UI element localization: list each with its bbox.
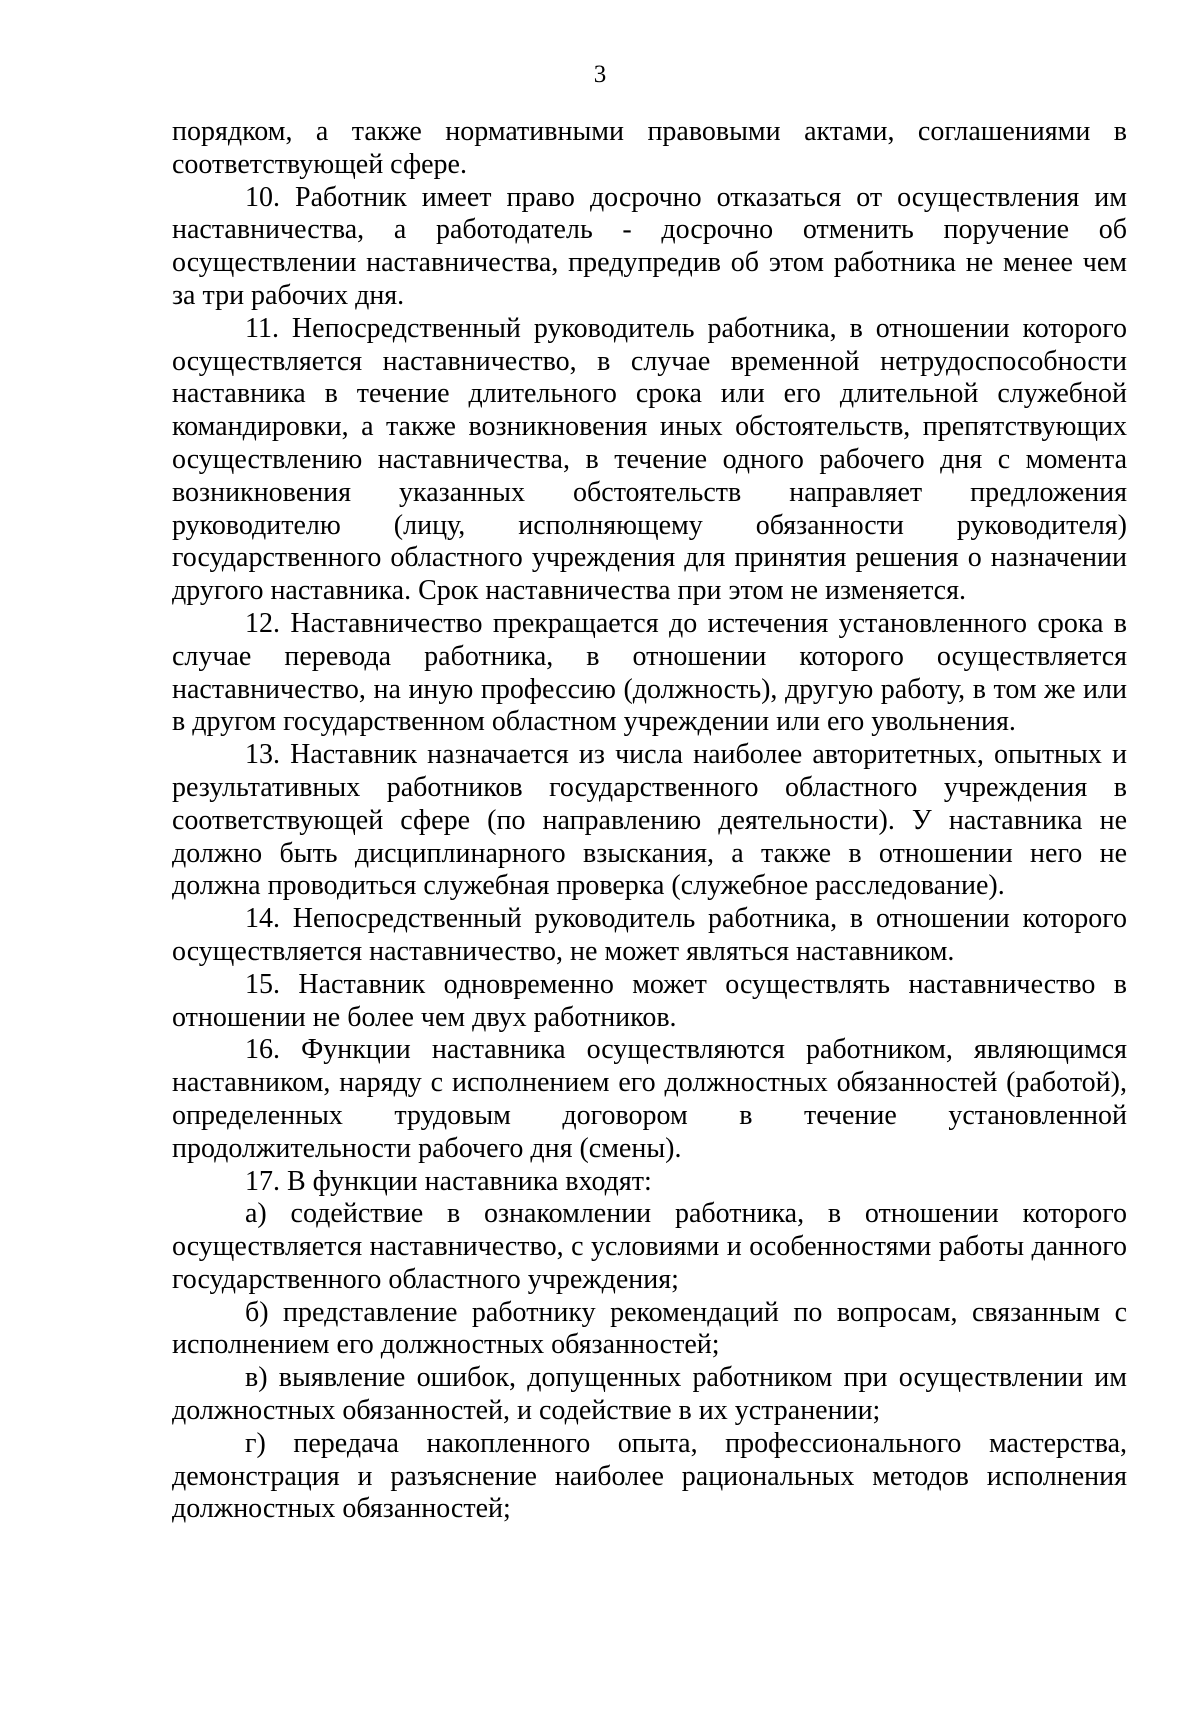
- paragraph-item-16: 16. Функции наставника осуществляются работником, являющимся наставником, наряду с исполнением его должностных обязанностей (работой), определенных трудовым договором в течение установленной продолжительности рабочего дня (смены).: [172, 1034, 1127, 1164]
- paragraph-item-15: 15. Наставник одновременно может осуществлять наставничество в отношении не более чем двух работников.: [172, 968, 1127, 1033]
- paragraph-item-17: 17. В функции наставника входят:: [245, 1165, 652, 1197]
- paragraph-continuation: порядком, а также нормативными правовыми актами, соглашениями в соответствующей сфере.: [172, 116, 1127, 180]
- subitem-v: в) выявление ошибок, допущенных работником при осуществлении им должностных обязанностей, и содействие в их устранении;: [172, 1362, 1127, 1427]
- paragraph-item-13: 13. Наставник назначается из числа наиболее авторитетных, опытных и результативных работников государственного областного учреждения в соответствующей сфере (по направлению деятельности). У наставника не должно быть дисциплинарного взыскания, а также в отношении него не должна проводиться служебная проверка (служебное расследование).: [172, 739, 1127, 902]
- paragraph-item-14: 14. Непосредственный руководитель работника, в отношении которого осуществляется наставничество, не может являться наставником.: [172, 903, 1127, 967]
- subitem-g: г) передача накопленного опыта, профессионального мастерства, демонстрация и разъяснение наиболее рациональных методов исполнения должностных обязанностей;: [172, 1427, 1127, 1525]
- paragraph-item-10: 10. Работник имеет право досрочно отказаться от осуществления им наставничества, а работодатель - досрочно отменить поручение об осуществлении наставничества, предупредив об этом работника не менее чем за три рабочих дня.: [172, 181, 1127, 311]
- subitem-b: б) представление работнику рекомендаций по вопросам, связанным с исполнением его должностных обязанностей;: [172, 1296, 1127, 1361]
- paragraph-item-11: 11. Непосредственный руководитель работника, в отношении которого осуществляется наставничество, в случае временной нетрудоспособности наставника в течение длительного срока или его длительной служебной командировки, а также возникновения иных обстоятельств, препятствующих осуществлению наставничества, в течение одного рабочего дня с момента возникновения указанных обстоятельств направляет предложения руководителю (лицу, исполняющему обязанности руководителя) государственного областного учреждения для принятия решения о назначении другого наставника. Срок наставничества при этом не изменяется.: [172, 312, 1127, 607]
- document-body: [172, 116, 1127, 1526]
- paragraph-item-12: 12. Наставничество прекращается до истечения установленного срока в случае перевода работника, в отношении которого осуществляется наставничество, на иную профессию (должность), другую работу, в том же или в другом государственном областном учреждении или его увольнения.: [172, 607, 1127, 738]
- page-number: 3: [593, 61, 607, 88]
- subitem-a: а) содействие в ознакомлении работника, в отношении которого осуществляется наставничество, с условиями и особенностями работы данного государственного областного учреждения;: [172, 1198, 1127, 1295]
